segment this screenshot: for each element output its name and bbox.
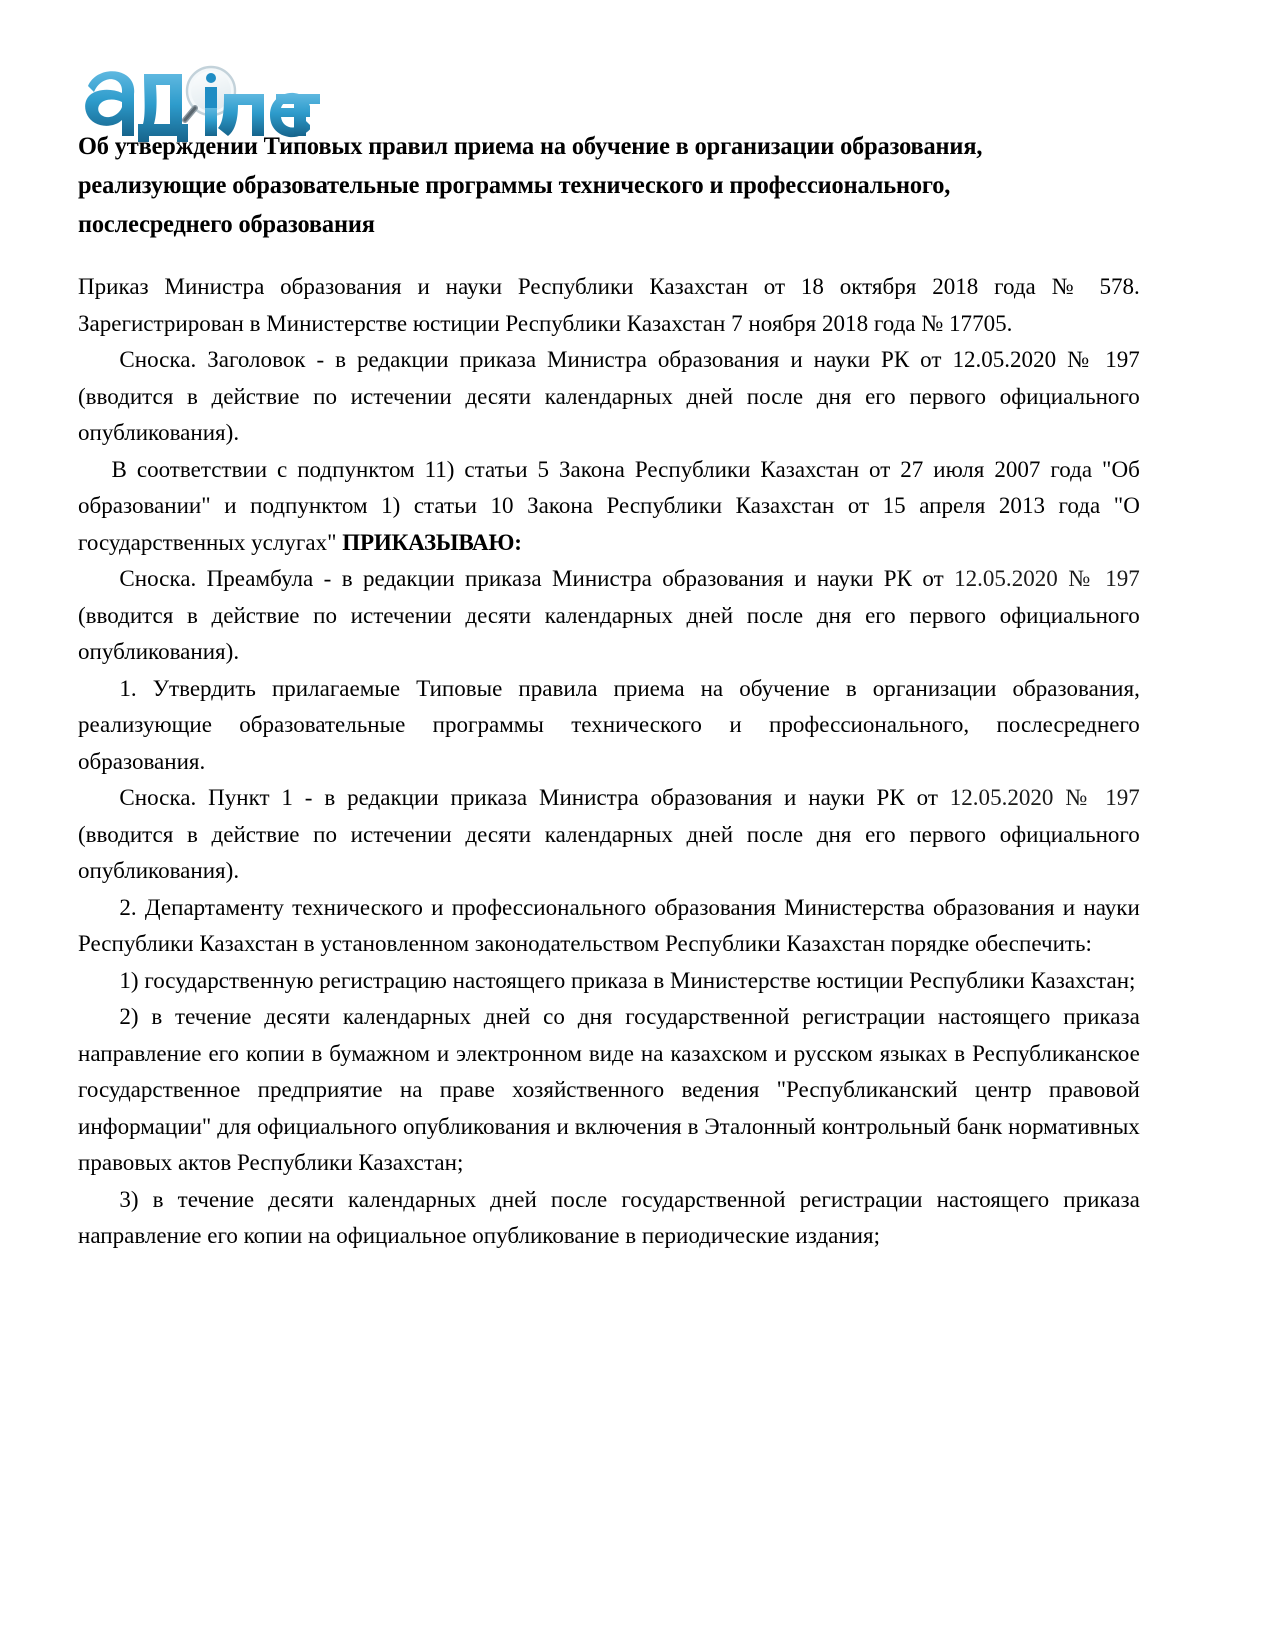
- footnote-3-reference-link[interactable]: 12.05.2020 № 197: [949, 785, 1140, 811]
- paragraph-subitem-2: 2) в течение десяти календарных дней со дня государственной регистрации настоящего приказа направление его копии в бумажном и электронном виде на казахском и русском языках в Республиканское государственное предприятие на праве хозяйственного ведения "Республиканский центр правовой информации" для официального опубликования и включения в Эталонный контрольный банк нормативных правовых актов Республики Казахстан;: [78, 1004, 1140, 1176]
- paragraph-subitem-3: 3) в течение десяти календарных дней после государственной регистрации настоящего приказа направление его копии на официальное опубликование в периодические издания;: [78, 1186, 1140, 1249]
- footnote-preamble-revision: [78, 561, 1140, 671]
- paragraph-subitem-1: 1) государственную регистрацию настоящего приказа в Министерстве юстиции Республики Казахстан;: [119, 967, 1136, 994]
- footnote-1-text: Сноска. Заголовок - в редакции приказа Министра образования и науки РК от 12.05.2020 № 197 (вводится в действие по истечении десяти календарных дней после дня его первого официального опубликования).: [78, 347, 1140, 446]
- preamble-text: В соответствии с подпунктом 11) статьи 5 Закона Республики Казахстан от 27 июля 2007 года "Об образовании" и подпунктом 1) статьи 10 Закона Республики Казахстан от 15 апреля 2013 года "О государственных услугах": [78, 456, 1140, 556]
- footnote-2-part-a: Сноска. Преамбула - в редакции приказа Министра образования и науки РК от: [119, 566, 955, 592]
- page-title: Об утверждении Типовых правил приема на обучение в организации образования, реализующие образовательные программы технического и профессионального, послесреднего образования: [78, 131, 983, 238]
- footnote-3-part-b: (вводится в действие по истечении десяти календарных дней после дня его первого официального опубликования).: [78, 821, 1140, 884]
- footnote-3-part-a: Сноска. Пункт 1 - в редакции приказа Министра образования и науки РК от: [119, 785, 950, 811]
- paragraph-item-1: 1. Утвердить прилагаемые Типовые правила приема на обучение в организации образования, реализующие образовательные программы технического и профессионального, послесреднего образования.: [78, 675, 1140, 775]
- paragraph-intro: Приказ Министра образования и науки Республики Казахстан от 18 октября 2018 года № 578. Зарегистрирован в Министерстве юстиции Республики Казахстан 7 ноября 2018 года № 17705.: [78, 274, 1140, 337]
- order-keyword: ПРИКАЗЫВАЮ:: [342, 529, 522, 556]
- magnifier-icon: [185, 108, 195, 120]
- paragraph-preamble: [78, 452, 1140, 562]
- document-body: [78, 269, 1156, 1255]
- footnote-heading-revision: [78, 342, 1140, 452]
- paragraph-item-2: 2. Департаменту технического и профессионального образования Министерства образования и науки Республики Казахстан в установленном законодательством Республики Казахстан порядке обеспечить:: [78, 894, 1140, 957]
- footnote-2-reference-link[interactable]: 12.05.2020 № 197: [954, 566, 1140, 592]
- site-logo-block: [0, 0, 1267, 108]
- footnote-item1-revision: [78, 780, 1140, 890]
- footnote-2-part-b: (вводится в действие по истечении десяти календарных дней после дня его первого официального опубликования).: [78, 602, 1140, 665]
